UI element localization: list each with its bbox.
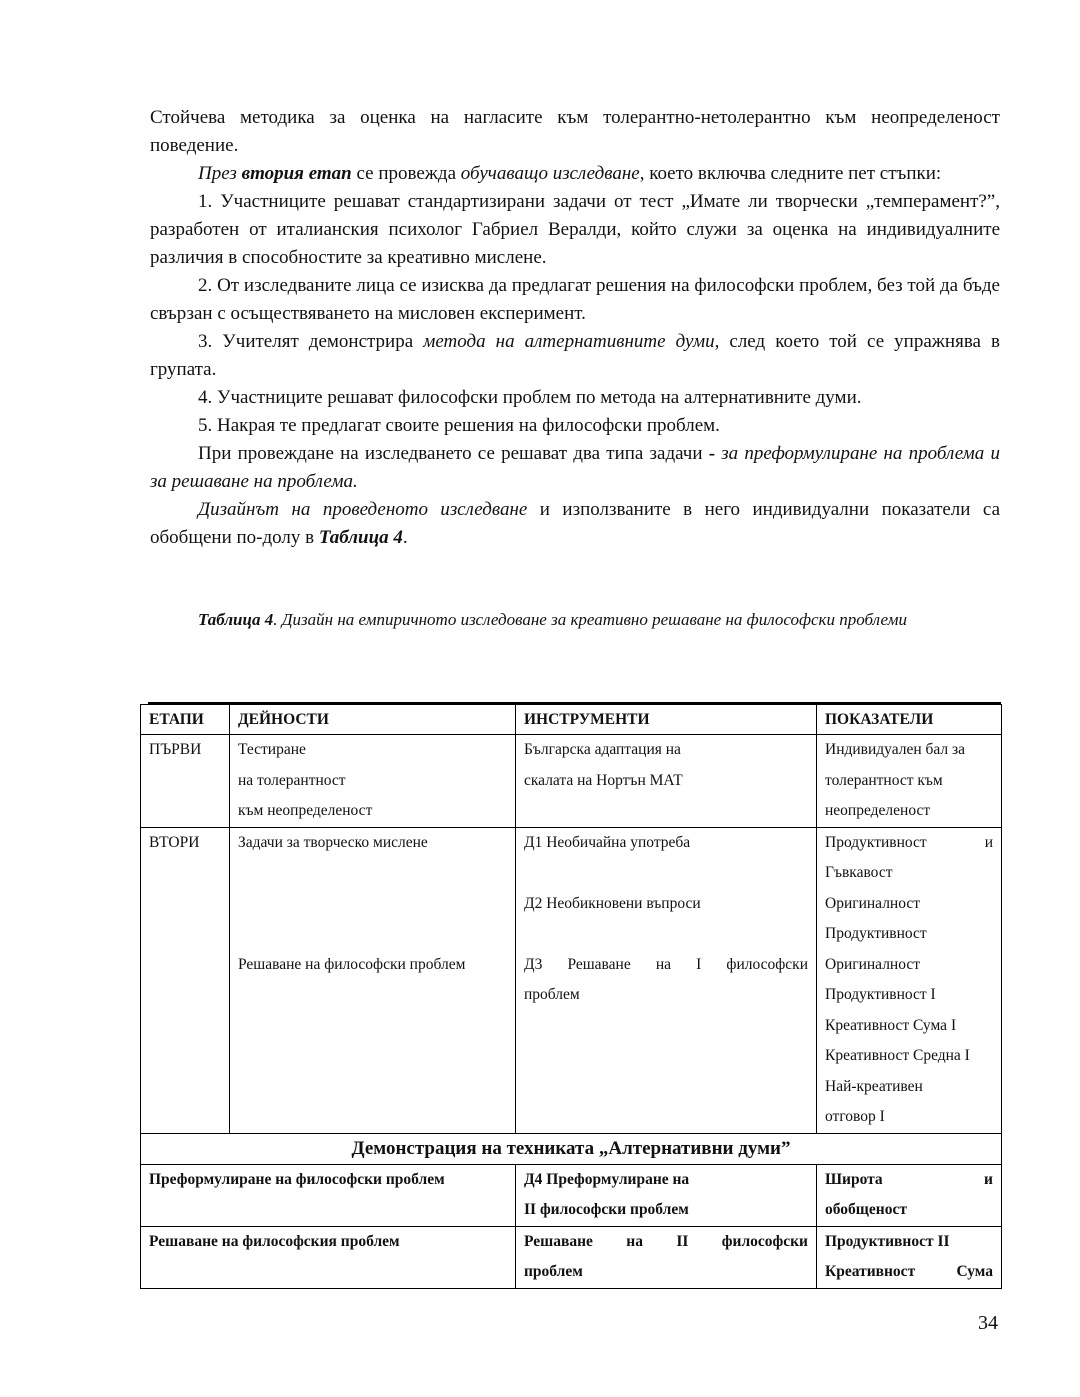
demo-heading: Демонстрация на техниката „Алтернативни думи”	[141, 1133, 1002, 1164]
paragraph-6: 4. Участниците решават философски проблем по метода на алтернативните думи.	[198, 387, 862, 408]
activity-cell: Задачи за творческо мислене Решаване на философски проблем	[230, 827, 516, 1133]
body-text	[150, 104, 1000, 552]
indicator-cell: Продуктивност II Креативност Сума	[817, 1226, 1002, 1288]
stage-cell: ВТОРИ	[141, 827, 230, 1133]
page-number: 34	[978, 1312, 998, 1334]
table-row	[141, 1164, 1002, 1226]
paragraph-1: Стойчева методика за оценка на нагласите към толерантно-нетолерантно към неопределеност поведение.	[150, 107, 1000, 156]
indicator-cell: Продуктивност и Гъвкавост Оригиналност Продуктивност Оригиналност Продуктивност I Креативност Сума I Креативност Средна I Най-креативен отговор I	[817, 827, 1002, 1133]
activity-cell: Решаване на философския проблем	[141, 1226, 516, 1288]
table-row	[141, 1226, 1002, 1288]
table-row	[141, 735, 1002, 828]
instrument-cell: Българска адаптация на скалата на Нортън МАТ	[516, 735, 817, 828]
header-activities: ДЕЙНОСТИ	[230, 705, 516, 735]
table-demo-row	[141, 1133, 1002, 1164]
activity-cell: Тестиране на толерантност към неопределеност	[230, 735, 516, 828]
paragraph-5: 3. Учителят демонстрира метода на алтернативните думи, след което той се упражнява в групата.	[150, 331, 1000, 380]
design-table	[140, 702, 1001, 1289]
stage-cell: ПЪРВИ	[141, 735, 230, 828]
paragraph-2: През втория етап се провежда обучаващо изследване, което включва следните пет стъпки:	[198, 163, 942, 184]
activity-cell: Преформулиране на философски проблем	[141, 1164, 516, 1226]
table-header-row	[141, 705, 1002, 735]
paragraph-7: 5. Накрая те предлагат своите решения на философски проблем.	[198, 415, 720, 436]
header-instruments: ИНСТРУМЕНТИ	[516, 705, 817, 735]
paragraph-3: 1. Участниците решават стандартизирани задачи от тест „Имате ли творчески „темперамент?”, разработен от италианския психолог Габриел Вералди, който служи за оценка на индивидуалните различия в способностите за креативно мислене.	[150, 191, 1000, 268]
indicator-cell: Широта и обобщеност	[817, 1164, 1002, 1226]
table-caption: Таблица 4. Дизайн на емпиричното изследоване за креативно решаване на философски проблеми	[198, 610, 907, 629]
indicator-cell: Индивидуален бал за толерантност към неопределеност	[817, 735, 1002, 828]
instrument-cell: Д1 Необичайна употреба Д2 Необикновени въпроси Д3 Решаване на I философски проблем	[516, 827, 817, 1133]
header-stages: ЕТАПИ	[141, 705, 230, 735]
paragraph-8: При провеждане на изследването се решават два типа задачи - за преформулиране на проблема и за решаване на проблема.	[150, 443, 1000, 492]
header-indicators: ПОКАЗАТЕЛИ	[817, 705, 1002, 735]
table-row	[141, 827, 1002, 1133]
paragraph-4: 2. От изследваните лица се изисква да предлагат решения на философски проблем, без той да бъде свързан с осъществяването на мисловен експеримент.	[150, 275, 1000, 324]
instrument-cell: Решаване на II философски проблем	[516, 1226, 817, 1288]
paragraph-9: Дизайнът на проведеното изследване и използваните в него индивидуални показатели са обобщени по-долу в Таблица 4.	[150, 499, 1001, 548]
instrument-cell: Д4 Преформулиране на II философски проблем	[516, 1164, 817, 1226]
